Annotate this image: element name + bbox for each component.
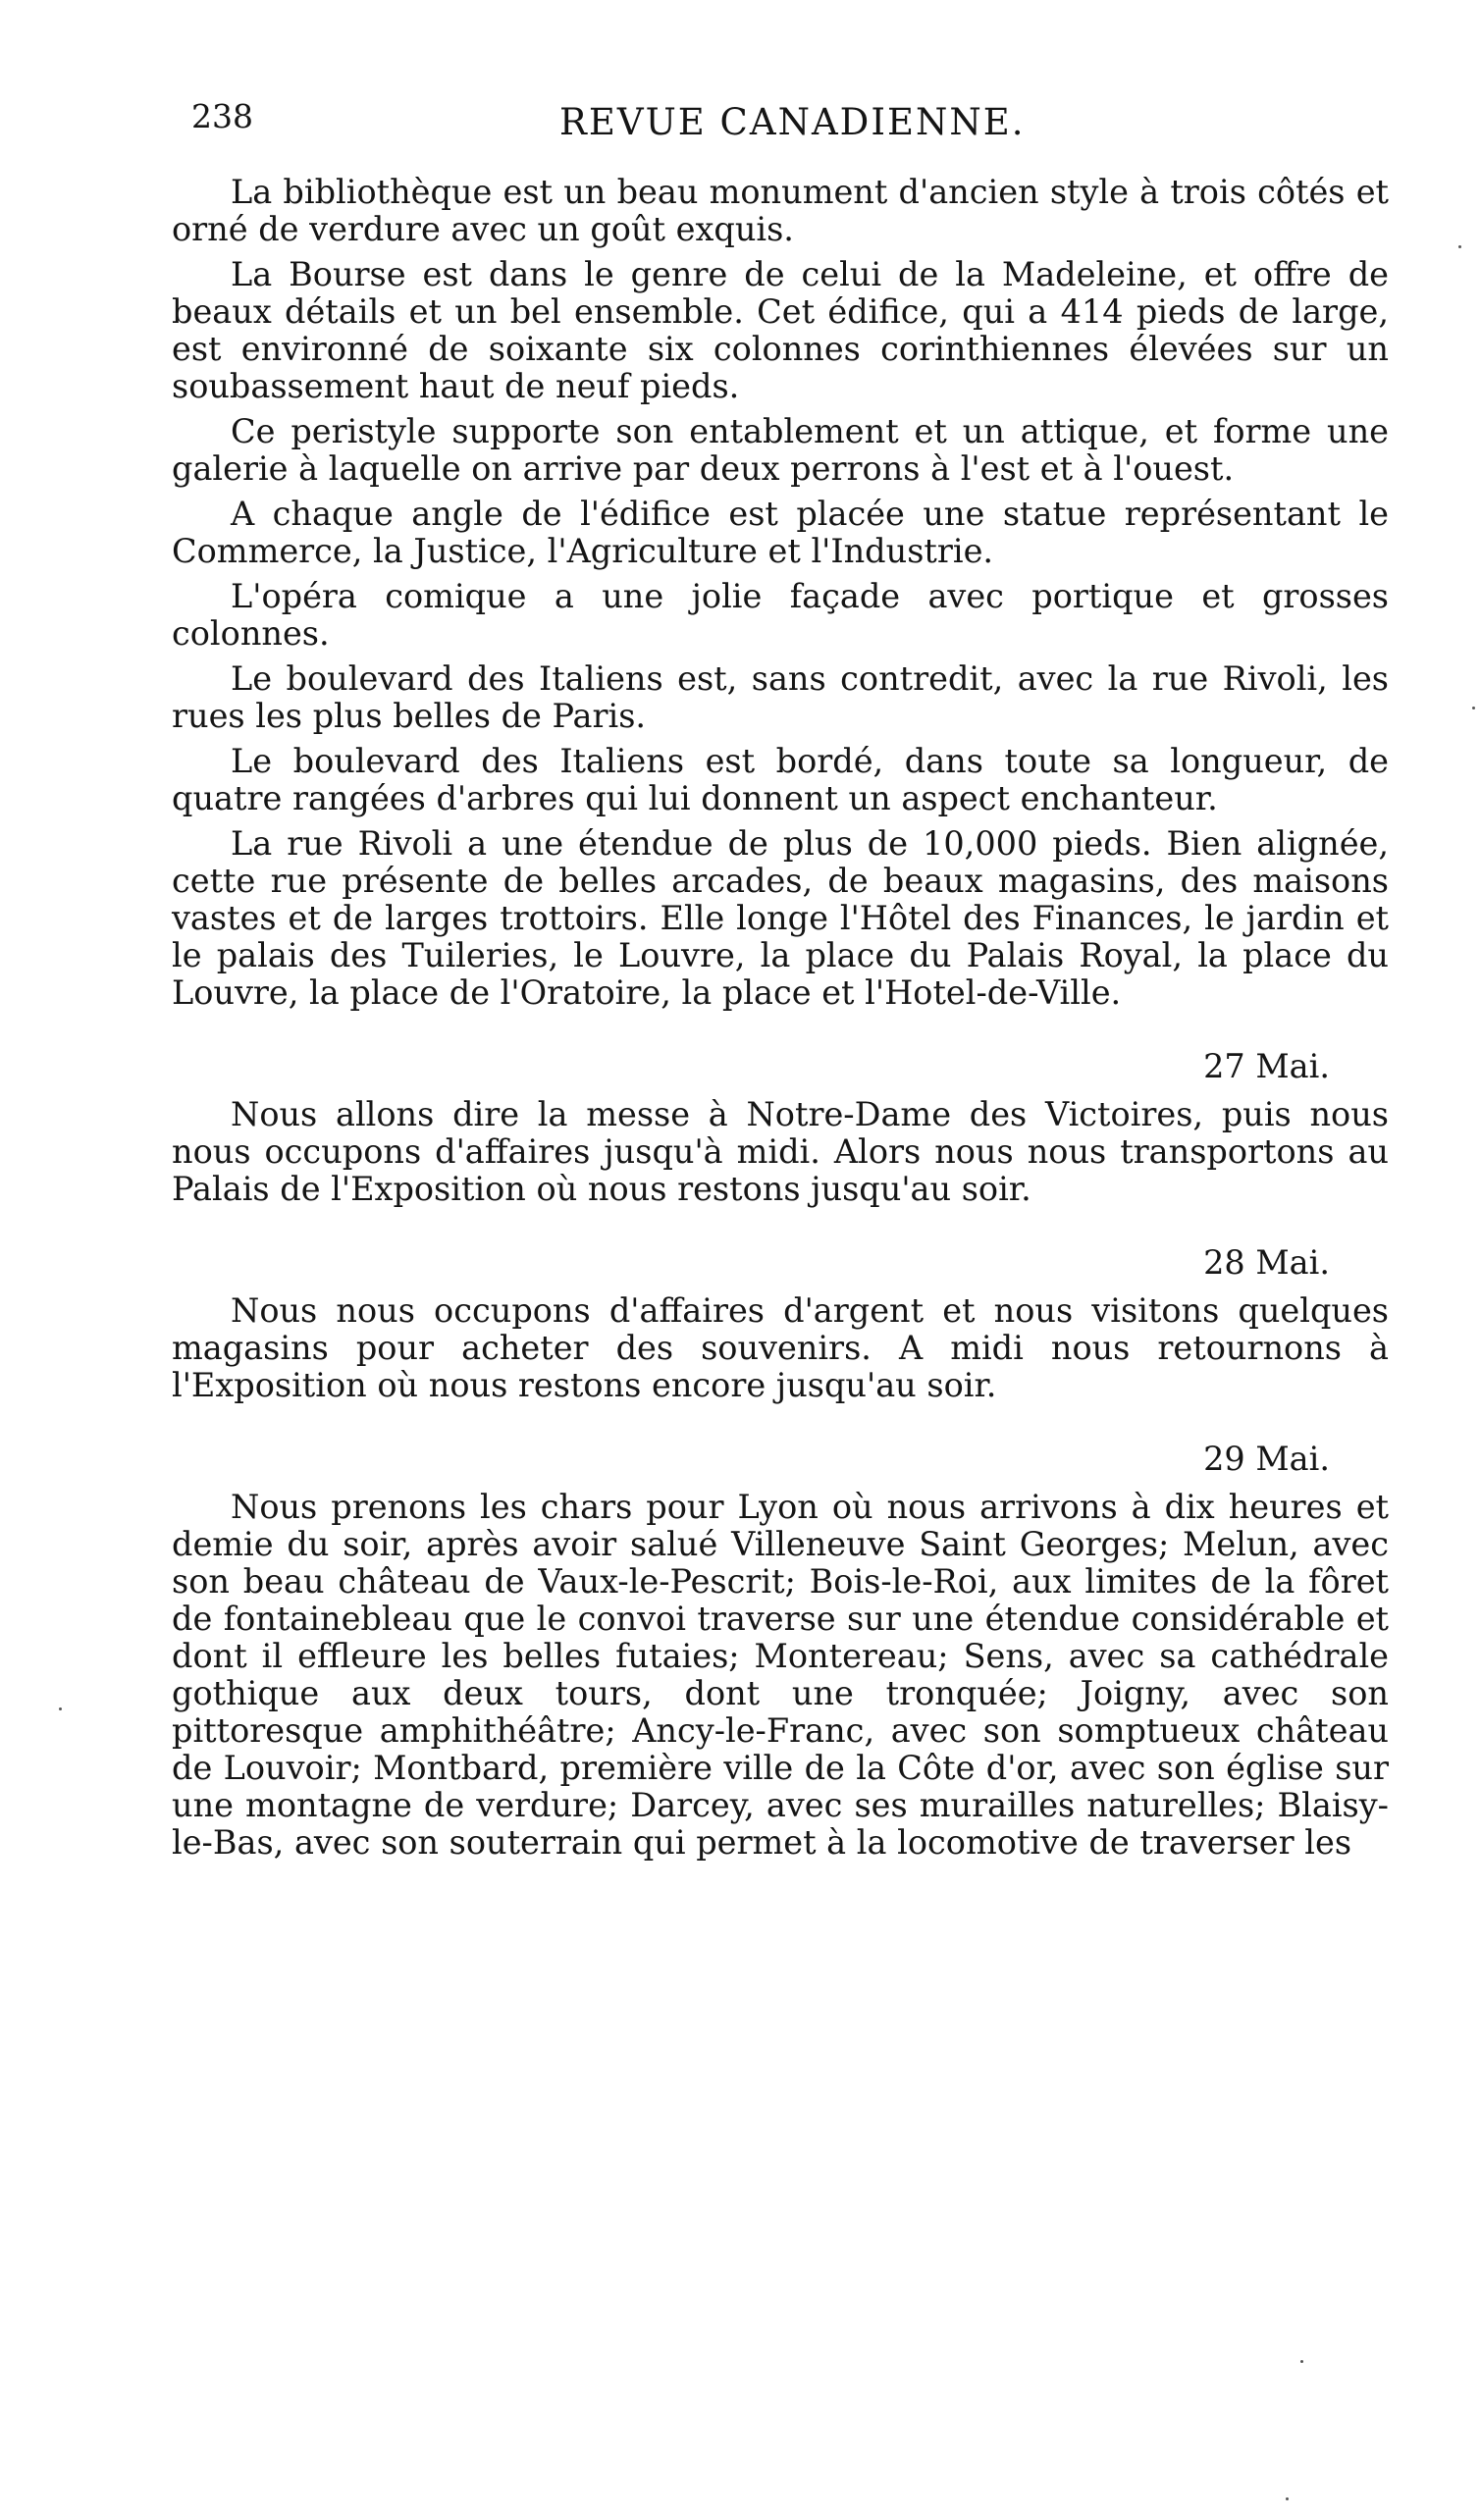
page-body [172, 174, 1389, 1862]
speck [1458, 245, 1461, 248]
entry-date: 27 Mai. [1203, 1047, 1330, 1085]
speck [1472, 707, 1475, 709]
running-head: REVUE CANADIENNE. [559, 101, 1026, 143]
paragraph: Le boulevard des Italiens est, sans contredit, avec la rue Rivoli, les rues les plus belles de Paris. [172, 659, 1389, 735]
paragraph: La bibliothèque est un beau monument d'ancien style à trois côtés et orné de verdure avec un goût exquis. [172, 173, 1389, 248]
speck [1286, 2497, 1289, 2500]
speck [59, 1707, 62, 1710]
paragraph: Nous prenons les chars pour Lyon où nous arrivons à dix heures et demie du soir, après avoir salué Villeneuve Saint Georges; Melun, avec son beau château de Vaux-le-Pescrit; Bois-le-Roi, aux limites de la fôret de fontainebleau que le convoi traverse sur une étendue considérable et dont il effleure les belles futaies; Montereau; Sens, avec sa cathédrale gothique aux deux tours, dont une tronquée; Joigny, avec son pittoresque amphithéâtre; Ancy-le-Franc, avec son somptueux château de Louvoir; Montbard, première ville de la Côte d'or, avec son église sur une montagne de verdure; Darcey, avec ses murailles naturelles; Blaisy-le-Bas, avec son souterrain qui permet à la locomotive de traverser les [172, 1488, 1389, 1862]
paragraph: Ce peristyle supporte son entablement et un attique, et forme une galerie à laquelle on arrive par deux perrons à l'est et à l'ouest. [172, 412, 1389, 488]
entry-date: 29 Mai. [1203, 1440, 1330, 1478]
book-page [172, 93, 1389, 1869]
paragraph: La rue Rivoli a une étendue de plus de 10,000 pieds. Bien alignée, cette rue présente de belles arcades, de beaux magasins, des maisons vastes et de larges trottoirs. Elle longe l'Hôtel des Finances, le jardin et le palais des Tuileries, le Louvre, la place du Palais Royal, la place du Louvre, la place de l'Oratoire, la place et l'Hotel-de-Ville. [172, 824, 1389, 1012]
entry-date: 28 Mai. [1203, 1243, 1330, 1282]
paragraph: La Bourse est dans le genre de celui de la Madeleine, et offre de beaux détails et un bel ensemble. Cet édifice, qui a 414 pieds de large, est environné de soixante six colonnes corinthiennes élevées sur un soubassement haut de neuf pieds. [172, 255, 1389, 405]
paragraph: Nous nous occupons d'affaires d'argent et nous visitons quelques magasins pour acheter des souvenirs. A midi nous retournons à l'Exposition où nous restons encore jusqu'au soir. [172, 1291, 1389, 1404]
speck [1300, 2360, 1303, 2363]
page-number: 238 [191, 97, 253, 135]
paragraph: A chaque angle de l'édifice est placée une statue représentant le Commerce, la Justice, l'Agriculture et l'Industrie. [172, 495, 1389, 570]
paragraph: Nous allons dire la messe à Notre-Dame des Victoires, puis nous nous occupons d'affaires jusqu'à midi. Alors nous nous transportons au Palais de l'Exposition où nous restons jusqu'au soir. [172, 1095, 1389, 1208]
page-header [172, 93, 1389, 152]
paragraph: L'opéra comique a une jolie façade avec portique et grosses colonnes. [172, 577, 1389, 653]
paragraph: Le boulevard des Italiens est bordé, dans toute sa longueur, de quatre rangées d'arbres qui lui donnent un aspect enchanteur. [172, 742, 1389, 817]
